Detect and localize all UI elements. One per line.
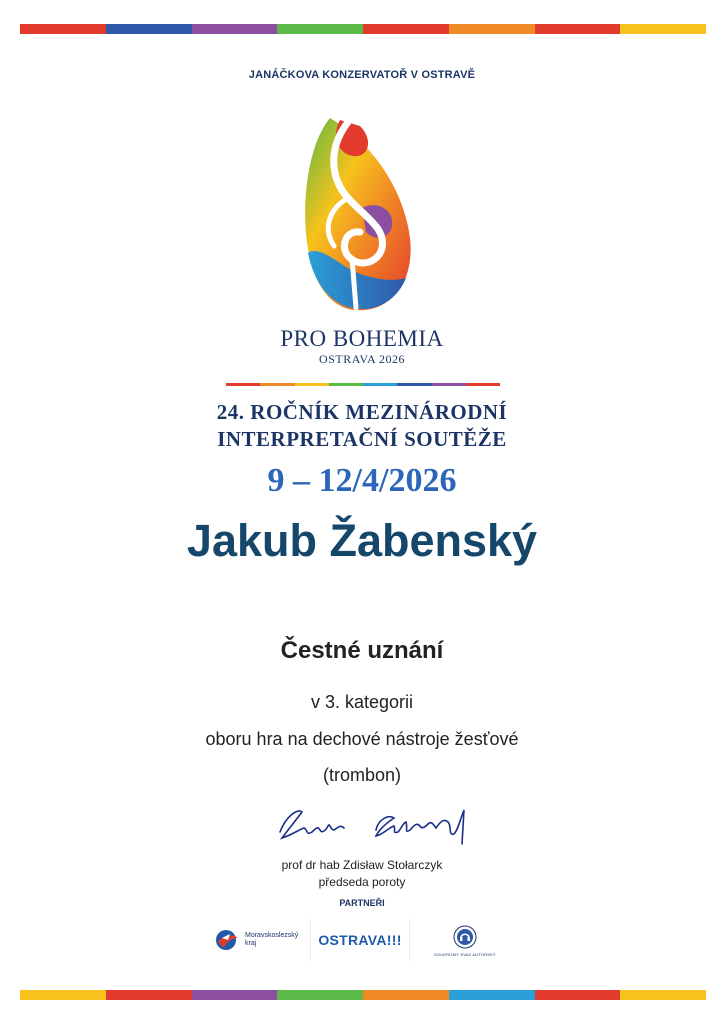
signatory-role: předseda poroty (318, 875, 406, 889)
award-category: v 3. kategorii (310, 692, 414, 712)
partners-heading: PARTNEŘI (339, 898, 385, 908)
award-title: Čestné uznání (280, 637, 444, 664)
competition-edition-line2: INTERPRETAČNÍ SOUTĚŽE (217, 427, 507, 451)
organizer-title: JANÁČKOVA KONZERVATOŘ V OSTRAVĚ (248, 69, 476, 81)
partner-ostrava (310, 918, 410, 962)
bottom-color-stripe (20, 990, 706, 1000)
partner-msk-label: Moravskoslezský kraj (245, 932, 299, 947)
brand-subtitle: OSTRAVA 2026 (319, 352, 405, 366)
partner-sas-label: SOUKROMÝ SVAZ AUTORSKÝ (434, 951, 496, 957)
partner-sas (410, 918, 520, 962)
partner-moravskoslezsky-kraj (205, 918, 310, 962)
sas-logo-icon (452, 924, 478, 950)
award-field: oboru hra na dechové nástroje žesťové (205, 729, 519, 749)
award-instrument: (trombon) (322, 765, 402, 785)
treble-clef-logo-icon (300, 108, 420, 318)
signatory-name: prof dr hab Zdisław Stołarczyk (281, 858, 443, 872)
color-divider (226, 383, 500, 386)
partner-ostrava-label: OSTRAVA!!! (318, 932, 402, 948)
competition-dates: 9 – 12/4/2026 (267, 462, 457, 499)
competition-edition-line1: 24. ROČNÍK MEZINÁRODNÍ (216, 400, 508, 424)
top-color-stripe (20, 24, 706, 34)
brand-title: PRO BOHEMIA (280, 326, 444, 351)
moravskoslezsky-kraj-logo-icon (214, 928, 242, 952)
recipient-name: Jakub Žabenský (186, 515, 538, 566)
signature-image (268, 800, 488, 852)
